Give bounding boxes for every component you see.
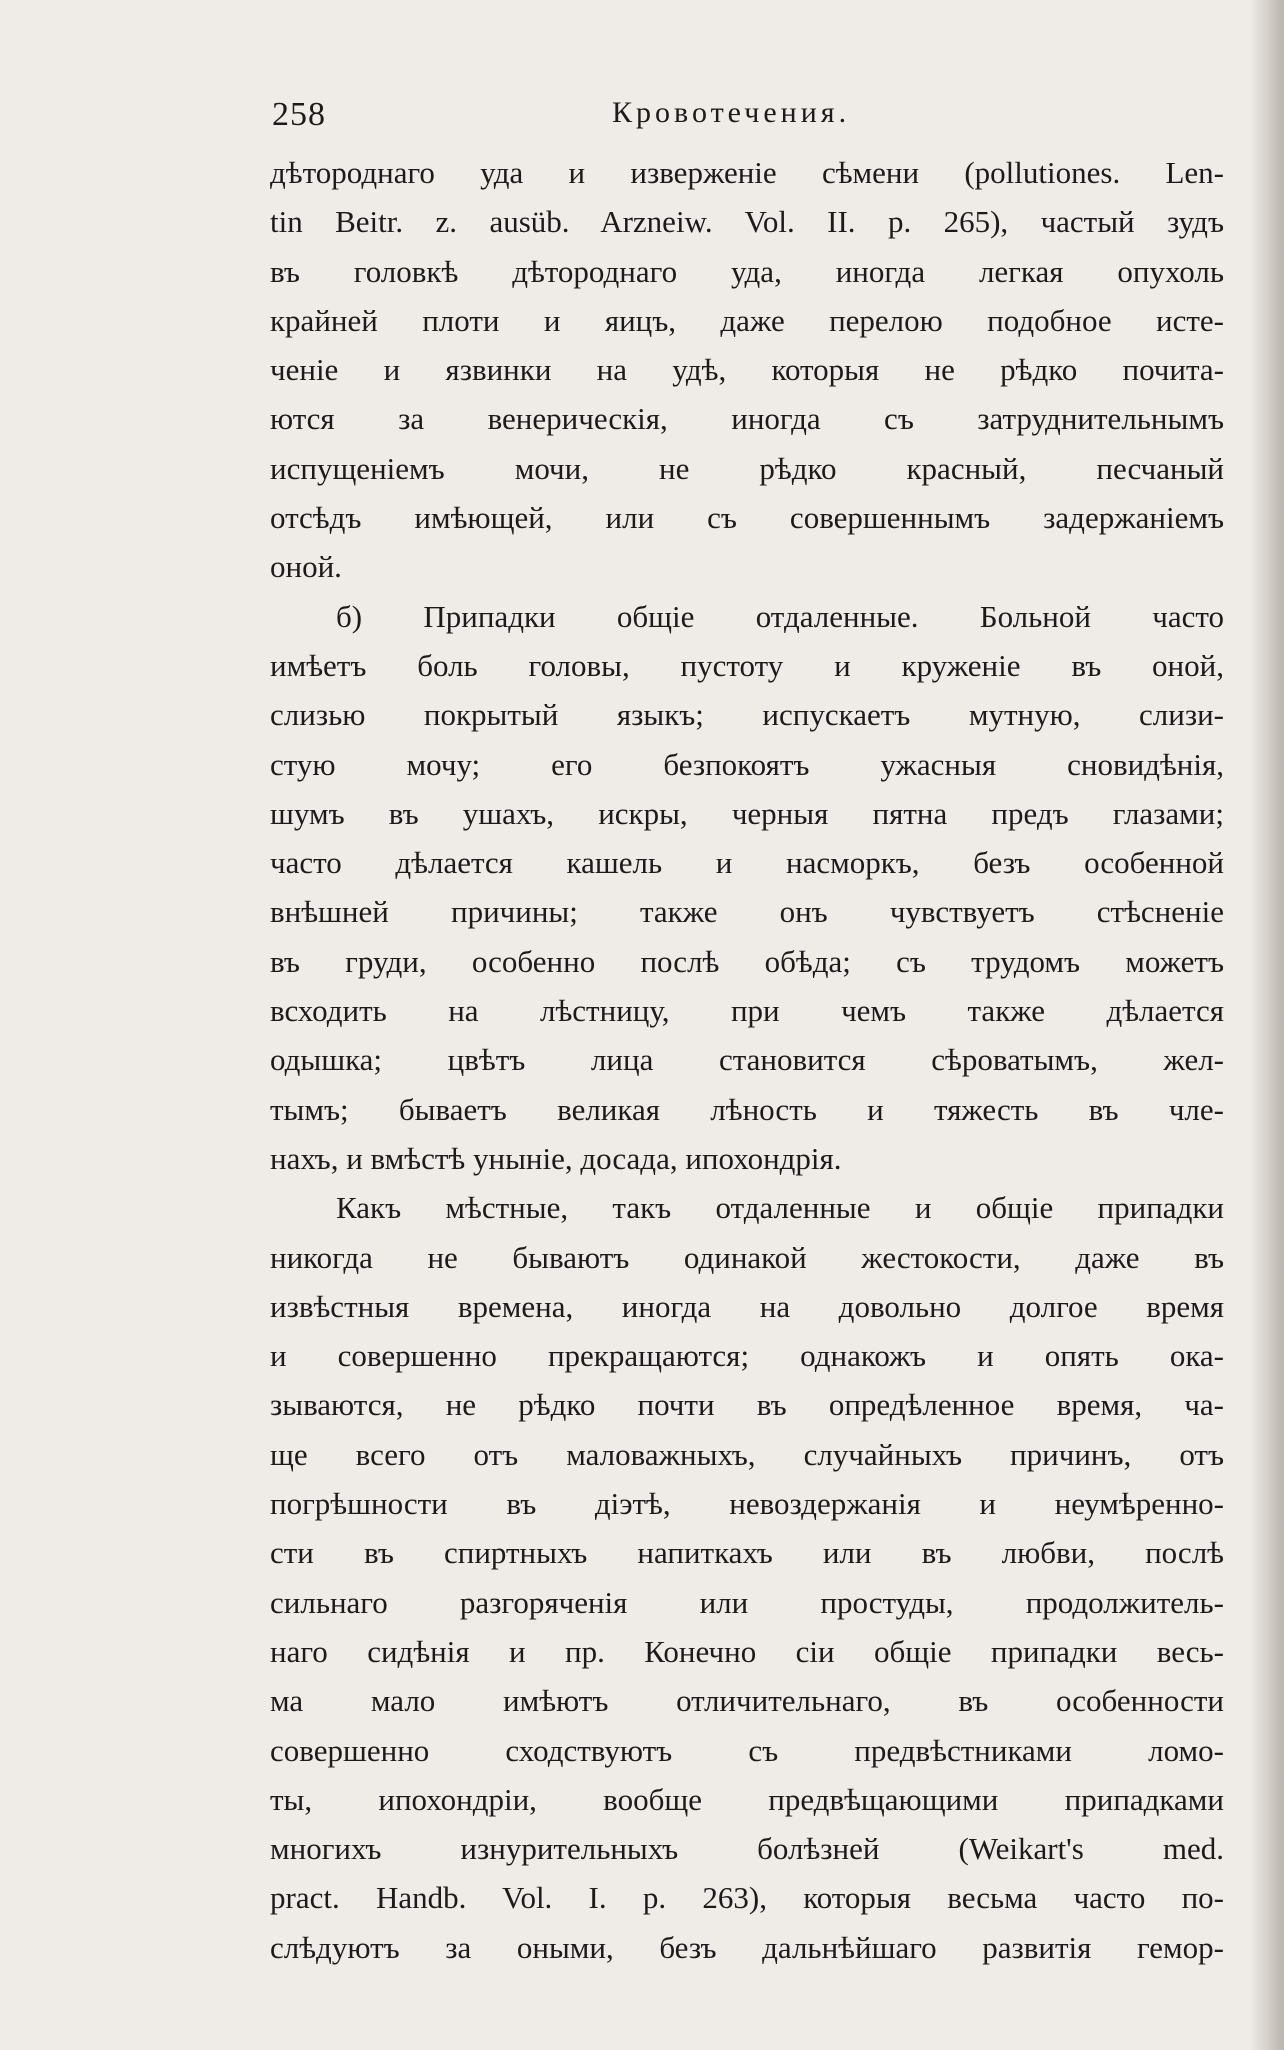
text-line: и совершенно прекращаются; однакожъ и опять ока- <box>270 1338 1224 1374</box>
text-line: нахъ, и вмѣстѣ уныніе, досада, ипохондрія. <box>270 1140 842 1176</box>
text-line: слизью покрытый языкъ; испускаетъ мутную, слизи- <box>270 697 1224 733</box>
text-line: извѣстныя времена, иногда на довольно долгое время <box>270 1288 1224 1324</box>
text-line: всходить на лѣстницу, при чемъ также дѣлается <box>270 993 1224 1029</box>
text-line: Какъ мѣстные, такъ отдаленные и общіе припадки <box>336 1190 1224 1226</box>
text-line: одышка; цвѣтъ лица становится сѣроватымъ, жел- <box>270 1042 1224 1078</box>
text-line: б) Припадки общіе отдаленные. Больной часто <box>336 598 1224 634</box>
text-line: ты, ипохондріи, вообще предвѣщающими припадками <box>270 1781 1224 1817</box>
text-line: сильнаго разгоряченія или простуды, продолжитель- <box>270 1584 1224 1620</box>
page-gutter-shadow <box>1250 0 1284 2050</box>
body-text <box>270 148 1224 1972</box>
text-line: тымъ; бываетъ великая лѣность и тяжесть въ чле- <box>270 1091 1224 1127</box>
text-line: ются за венерическія, иногда съ затруднительнымъ <box>270 401 1224 437</box>
text-line: ще всего отъ маловажныхъ, случайныхъ причинъ, отъ <box>270 1436 1224 1472</box>
page-number: 258 <box>272 96 326 133</box>
text-line: въ груди, особенно послѣ обѣда; съ трудомъ можетъ <box>270 943 1224 979</box>
text-line: отсѣдъ имѣющей, или съ совершеннымъ задержаніемъ <box>270 500 1224 536</box>
text-line: наго сидѣнія и пр. Конечно сіи общіе припадки весь- <box>270 1633 1224 1669</box>
text-line: pract. Handb. Vol. I. p. 263), которыя весьма часто по- <box>270 1880 1224 1916</box>
page-header <box>272 96 952 146</box>
text-line: оной. <box>270 549 342 585</box>
text-line: имѣетъ боль головы, пустоту и круженіе въ оной, <box>270 647 1224 683</box>
text-line: tin Beitr. z. ausüb. Arzneiw. Vol. II. p. 265), частый зудъ <box>270 204 1224 240</box>
text-line: дѣтороднаго уда и изверженіе сѣмени (pollutiones. Len- <box>270 155 1224 190</box>
text-line: испущеніемъ мочи, не рѣдко красный, песчаный <box>270 450 1224 486</box>
text-line: погрѣшности въ діэтѣ, невоздержанія и неумѣренно- <box>270 1486 1224 1522</box>
text-line: часто дѣлается кашель и насморкъ, безъ особенной <box>270 845 1224 881</box>
running-title: Кровотечения. <box>612 96 851 129</box>
text-line: шумъ въ ушахъ, искры, черныя пятна предъ глазами; <box>270 795 1224 831</box>
text-line: въ головкѣ дѣтороднаго уда, иногда легкая опухоль <box>270 253 1224 289</box>
text-line: многихъ изнурительныхъ болѣзней (Weikart's med. <box>270 1831 1224 1867</box>
text-line: ма мало имѣютъ отличительнаго, въ особенности <box>270 1683 1224 1719</box>
text-line: сти въ спиртныхъ напиткахъ или въ любви, послѣ <box>270 1535 1224 1571</box>
text-line: внѣшней причины; также онъ чувствуетъ стѣсненіе <box>270 894 1224 930</box>
text-line: крайней плоти и яицъ, даже перелою подобное истe- <box>270 302 1224 338</box>
text-line: совершенно сходствуютъ съ предвѣстниками ломо- <box>270 1732 1224 1768</box>
text-line: ченіе и язвинки на удѣ, которыя не рѣдко почита- <box>270 352 1224 388</box>
text-line: слѣдуютъ за оными, безъ дальнѣйшаго развитія гемор- <box>270 1929 1224 1965</box>
text-line: зываются, не рѣдко почти въ опредѣленное время, ча- <box>270 1387 1224 1423</box>
text-line: стую мочу; его безпокоятъ ужасныя сновидѣнія, <box>270 746 1224 782</box>
text-line: никогда не бываютъ одинакой жестокости, даже въ <box>270 1239 1224 1275</box>
